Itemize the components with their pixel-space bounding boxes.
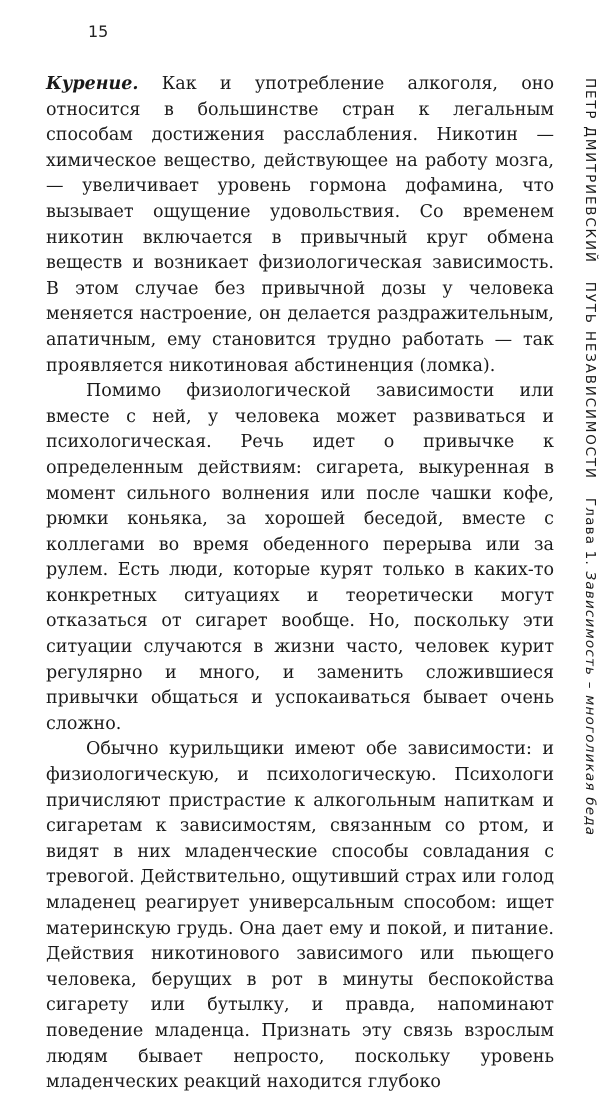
chapter-label: Глава 1. — [582, 497, 598, 566]
author-name: ПЕТР ДМИТРИЕВСКИЙ — [582, 78, 598, 264]
paragraph-text: Как и употребление алкоголя, оно относится в большинстве стран к легальным способам достижения расслабления. Никотин — химическое вещество, действующее на работу мозга, — увеличивает уровень гормона дофамина, что вызывает ощущение удовольствия. Со временем никотин включается в привычный круг обмена веществ и возникает физиологическая зависимость. В этом случае без привычной дозы у человека меняется настроение, он делается раздражительным, апатичным, ему становится трудно работать — так проявляется никотиновая абстиненция (ломка). — [46, 74, 554, 376]
page-number: 15 — [88, 22, 109, 41]
chapter-title: Зависимость – многоликая беда — [582, 571, 598, 837]
running-header — [572, 78, 602, 948]
lead-term: Курение. — [46, 74, 139, 94]
body-text — [46, 72, 554, 1096]
running-header-text — [582, 78, 598, 836]
paragraph-smoking-intro — [46, 72, 554, 379]
paragraph-both-dependencies: Обычно курильщики имеют обе зависимости: и физиологическую, и психологическую. Психологи причисляют пристрастие к алкогольным напиткам и сигаретам к зависимостям, связанным со ртом, и видят в них младенческие способы совладания с тревогой. Действительно, ощутивший страх или голод младенец реагирует универсальным способом: ищет материнскую грудь. Она дает ему и покой, и питание. Действия никотинового зависимого или пьющего человека, берущих в рот в минуты беспокойства сигарету или бутылку, и правда, напоминают поведение младенца. Признать эту связь взрослым людям бывает непросто, поскольку уровень младенческих реакций находится глубоко — [46, 739, 554, 1093]
paragraph-psychological-dependence: Помимо физиологической зависимости или вместе с ней, у человека может развиваться и психологическая. Речь идет о привычке к определенным действиям: сигарета, выкуренная в момент сильного волнения или после чашки кофе, рюмки коньяка, за хорошей беседой, вместе с коллегами во время обеденного перерыва или за рулем. Есть люди, которые курят только в каких-то конкретных ситуациях и теоретически могут отказаться от сигарет вообще. Но, поскольку эти ситуации случаются в жизни часто, человек курит регулярно и много, и заменить сложившиеся привычки общаться и успокаиваться бывает очень сложно. — [46, 381, 554, 734]
book-title: ПУТЬ НЕЗАВИСИМОСТИ — [582, 281, 598, 480]
